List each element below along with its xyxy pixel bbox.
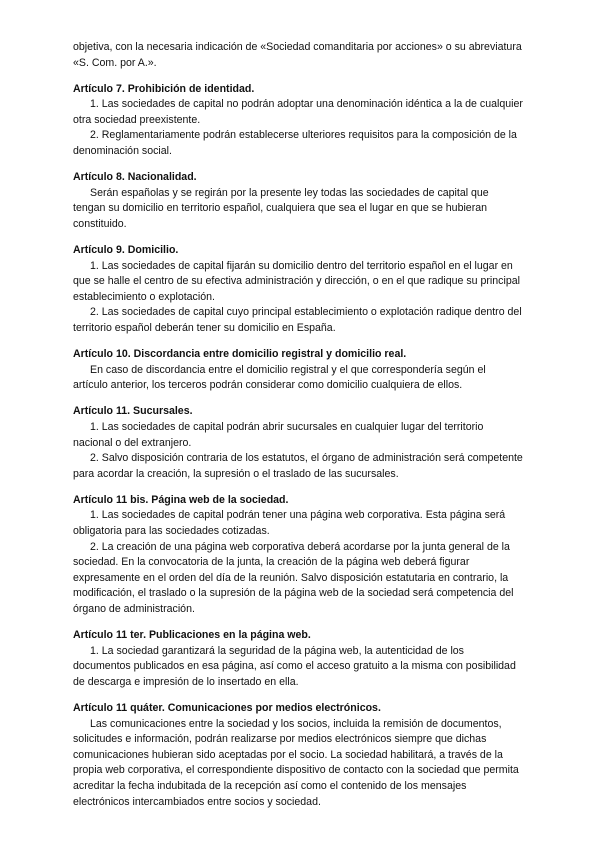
article-paragraph: 2. Salvo disposición contraria de los estatutos, el órgano de administración será competente para acordar la creación, la supresión o el traslado de las sucursales. (73, 452, 523, 480)
article-title: Artículo 9. Domicilio. (73, 244, 179, 257)
article-title: Artículo 10. Discordancia entre domicilio registral y domicilio real. (73, 348, 407, 361)
article-11-bis (73, 493, 523, 618)
article-paragraph: 2. Reglamentariamente podrán establecerse ulteriores requisitos para la composición de la denominación social. (73, 129, 517, 158)
article-paragraph: 2. La creación de una página web corporativa deberá acordarse por la junta general de la sociedad. En la convocatoria de la junta, la creación de la página web deberá figurar expresamente en el orden del día de la reunión. Salvo disposición estatutaria en contrario, la modificación, el traslado o la supresión de la página web de la sociedad será competencia del órgano de administración. (73, 540, 514, 615)
article-paragraph: 1. La sociedad garantizará la seguridad de la página web, la autenticidad de los documentos publicados en esa página, así como el acceso gratuito a la misma con posibilidad de descarga e impresión de lo insertado en ella. (73, 644, 516, 688)
article-title: Artículo 8. Nacionalidad. (73, 171, 197, 184)
article-11 (73, 404, 523, 482)
article-paragraph: 1. Las sociedades de capital podrán abrir sucursales en cualquier lugar del territorio nacional o del extranjero. (73, 420, 484, 449)
article-title: Artículo 11 bis. Página web de la sociedad. (73, 493, 289, 506)
article-title: Artículo 11 ter. Publicaciones en la página web. (73, 629, 311, 642)
article-paragraph: 1. Las sociedades de capital podrán tener una página web corporativa. Esta página será obligatoria para las sociedades cotizadas. (73, 509, 506, 538)
article-7 (73, 82, 523, 160)
document-page (73, 40, 523, 810)
intro-paragraph: objetiva, con la necesaria indicación de «Sociedad comanditaria por acciones» o su abreviatura «S. Com. por A.». (73, 41, 522, 69)
article-9 (73, 243, 523, 337)
article-11-quater (73, 701, 523, 810)
article-paragraph: 1. Las sociedades de capital no podrán adoptar una denominación idéntica a la de cualquier otra sociedad preexistente. (73, 98, 523, 126)
article-paragraph: 2. Las sociedades de capital cuyo principal establecimiento o explotación radique dentro del territorio español deberán tener su domicilio en España. (73, 306, 522, 334)
intro-continuation (73, 40, 523, 71)
article-title: Artículo 11. Sucursales. (73, 405, 193, 418)
article-10 (73, 347, 523, 394)
article-paragraph: En caso de discordancia entre el domicilio registral y el que correspondería según el artículo anterior, los terceros podrán considerar como domicilio cualquiera de ellos. (73, 363, 486, 392)
article-title: Artículo 11 quáter. Comunicaciones por medios electrónicos. (73, 701, 381, 714)
article-title: Artículo 7. Prohibición de identidad. (73, 82, 255, 95)
article-paragraph: 1. Las sociedades de capital fijarán su domicilio dentro del territorio español en el lugar en que se halle el centro de su efectiva administración y dirección, o en el que radique su principal establecimiento o explotación. (73, 259, 520, 303)
article-paragraph: Serán españolas y se regirán por la presente ley todas las sociedades de capital que tengan su domicilio en territorio español, cualquiera que sea el lugar en que se hubieran constituido. (73, 186, 489, 230)
article-11-ter (73, 628, 523, 690)
article-8 (73, 170, 523, 232)
article-paragraph: Las comunicaciones entre la sociedad y los socios, incluida la remisión de documentos, solicitudes e información, podrán realizarse por medios electrónicos siempre que dichas comunicaciones hubieran sido aceptadas por el socio. La sociedad habilitará, a través de la propia web corporativa, el correspondiente dispositivo de contacto con la sociedad que permita acreditar la fecha indubitada de la recepción así como el contenido de los mensajes electrónicos intercambiados entre socios y sociedad. (73, 717, 519, 808)
